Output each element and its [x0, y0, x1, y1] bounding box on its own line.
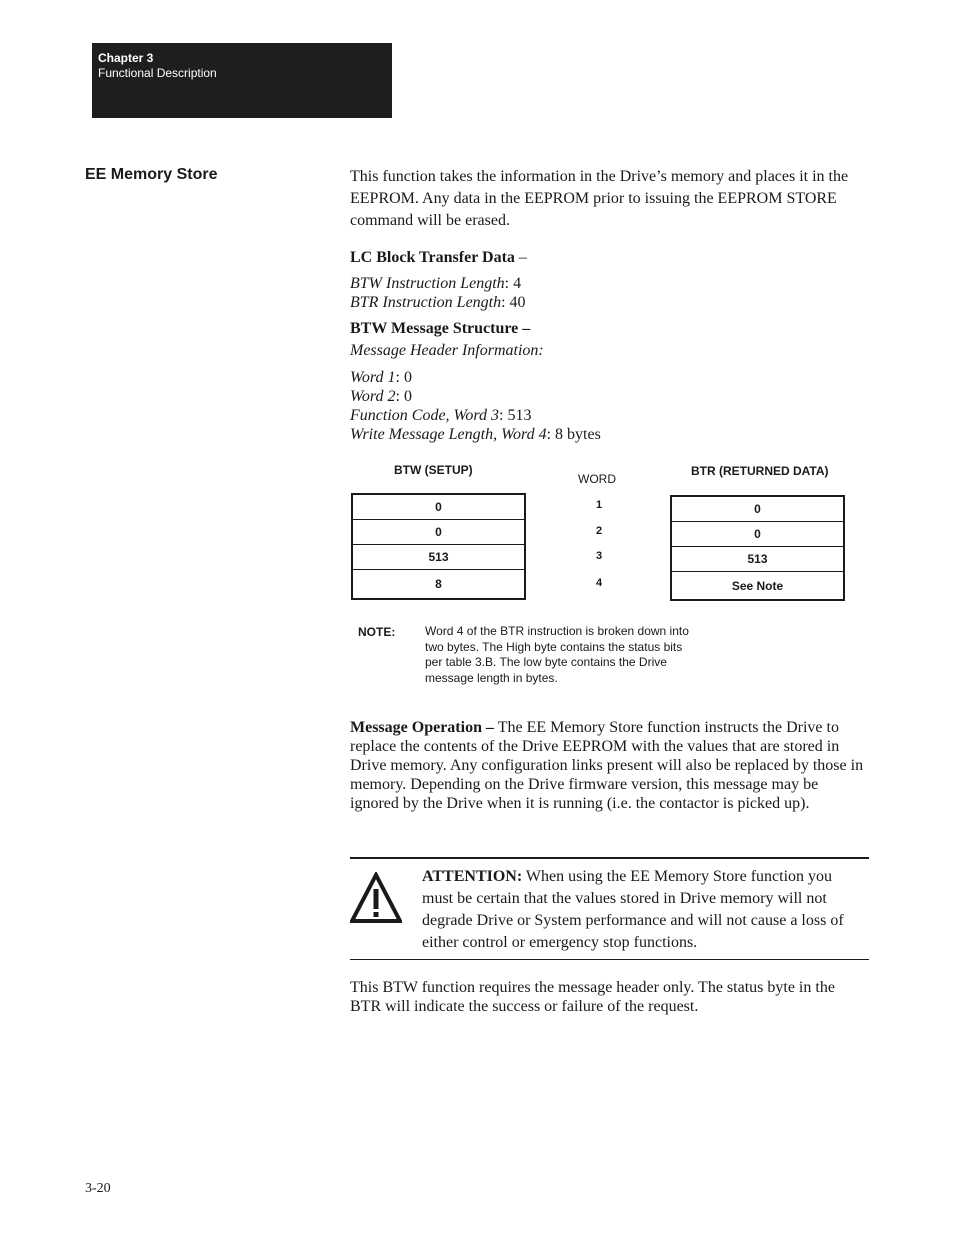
word-list	[350, 368, 865, 444]
word-title: WORD	[578, 472, 616, 486]
lc-dash: –	[514, 249, 527, 266]
attention-top-rule	[350, 857, 869, 859]
note-text: Word 4 of the BTR instruction is broken down into two bytes. The High byte contains the status bits per table 3.B. The low byte contains the Drive message length in bytes.	[425, 624, 689, 685]
attention-text	[422, 866, 867, 954]
btw-length-label: BTW Instruction Length	[350, 275, 505, 292]
btr-table	[670, 495, 845, 601]
btw-table	[351, 493, 526, 600]
header-info-label: Message Header Information:	[350, 342, 544, 359]
message-operation-text: The EE Memory Store function instructs the Drive to replace the contents of the Drive EEPROM with the values that are stored in Drive memory. Any configuration links present will also be replaced by those in memory. Depending on the Drive firmware version, this message may be ignored by the Drive when it is running (i.e. the contactor is picked up).	[350, 719, 864, 812]
attention-body: When using the EE Memory Store function you must be certain that the values stored in Drive memory will not degrade Drive or System performance and will not cause a loss of either control or emergency stop functions.	[422, 868, 844, 951]
message-operation	[350, 718, 865, 813]
btw-length-value: : 4	[504, 275, 522, 292]
word-number: 4	[595, 577, 603, 589]
word-value: : 0	[395, 369, 412, 386]
intro-paragraph	[350, 166, 865, 232]
closing-text: This BTW function requires the message header only. The status byte in the BTR will indicate the success or failure of the request.	[350, 979, 835, 1015]
chapter-label: Chapter 3	[98, 51, 154, 65]
lc-lengths	[350, 274, 865, 312]
message-operation-heading: Message Operation –	[350, 719, 494, 736]
btw-length-line	[350, 274, 865, 293]
warning-triangle-icon	[350, 872, 402, 929]
btw-cell: 8	[435, 577, 442, 591]
attention-bottom-rule	[350, 959, 869, 960]
word-label: Write Message Length, Word 4	[350, 426, 547, 443]
word-number: 1	[595, 499, 603, 511]
word-label: Function Code, Word 3	[350, 407, 500, 424]
word-value: : 513	[499, 407, 532, 424]
btw-structure-heading: BTW Message Structure –	[350, 320, 531, 337]
word-line	[350, 368, 865, 387]
lc-heading-line	[350, 247, 865, 269]
btr-length-line	[350, 293, 865, 312]
lc-block	[350, 247, 865, 444]
word-line	[350, 425, 865, 444]
note-label: NOTE:	[358, 625, 396, 639]
chapter-subtitle: Functional Description	[98, 66, 217, 80]
page-number: 3-20	[85, 1181, 111, 1196]
word-value: : 8 bytes	[546, 426, 601, 443]
btw-cell: 513	[353, 545, 524, 570]
word-label: Word 1	[350, 369, 396, 386]
word-label: Word 2	[350, 388, 396, 405]
btw-cell: 0	[353, 495, 524, 520]
btr-cell: 513	[672, 547, 843, 572]
btr-length-label: BTR Instruction Length	[350, 294, 502, 311]
word-line	[350, 406, 865, 425]
btr-cell: 0	[672, 497, 843, 522]
word-value: : 0	[395, 388, 412, 405]
btr-length-value: : 40	[501, 294, 526, 311]
word-line	[350, 387, 865, 406]
chapter-header	[92, 43, 392, 118]
word-number: 2	[595, 525, 603, 537]
btw-title: BTW (SETUP)	[394, 463, 473, 477]
word-number: 3	[595, 550, 603, 562]
message-operation-paragraph	[350, 718, 865, 813]
attention-heading: ATTENTION:	[422, 868, 523, 885]
lc-heading: LC Block Transfer Data	[350, 249, 515, 266]
closing-paragraph	[350, 978, 865, 1016]
section-title: EE Memory Store	[85, 166, 218, 183]
btr-cell: See Note	[731, 579, 784, 593]
btr-title: BTR (RETURNED DATA)	[691, 464, 829, 478]
intro-text: This function takes the information in the Drive’s memory and places it in the EEPROM. Any data in the EEPROM prior to issuing the EEPROM STORE command will be erased.	[350, 168, 849, 229]
btw-cell: 0	[353, 520, 524, 545]
btr-cell: 0	[672, 522, 843, 547]
